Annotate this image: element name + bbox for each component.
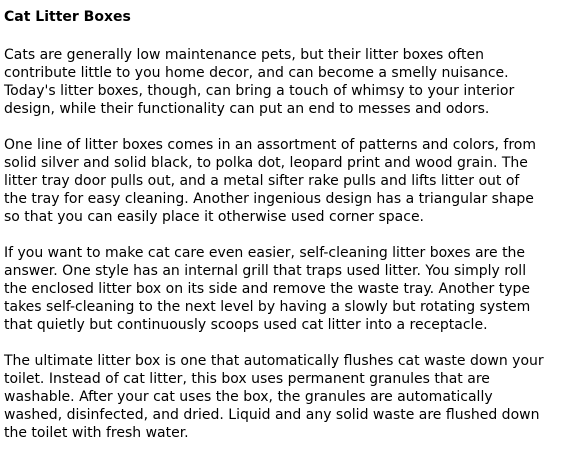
article-paragraph-1: Cats are generally low maintenance pets, but their litter boxes often contribute little to you home decor, and can become a smelly nuisance. Today's litter boxes, though, can bring a touch of whimsy to your interior design, while their functionality can put an end to messes and odors. bbox=[4, 47, 515, 117]
article-paragraph-3: If you want to make cat care even easier, self-cleaning litter boxes are the answer. One style has an internal grill that traps used litter. You simply roll the enclosed litter box on its side and remove the waste tray. Another type takes self-cleaning to the next level by having a slowly but rotating system that quietly but continuously scoops used cat litter into a receptacle. bbox=[4, 245, 531, 333]
article-paragraph-2: One line of litter boxes comes in an assortment of patterns and colors, from solid silver and solid black, to polka dot, leopard print and wood grain. The litter tray door pulls out, and a metal sifter rake pulls and lifts litter out of the tray for easy cleaning. Another ingenious design has a triangular shape so that you can easily place it otherwise used corner space. bbox=[4, 137, 537, 225]
article-title: Cat Litter Boxes bbox=[4, 9, 131, 25]
article-paragraph-4: The ultimate litter box is one that automatically flushes cat waste down your toilet. Instead of cat litter, this box uses permanent granules that are washable. After your cat uses the box, the granules are automatically washed, disinfected, and dried. Liquid and any solid waste are flushed down the toilet with fresh water. bbox=[4, 353, 544, 441]
